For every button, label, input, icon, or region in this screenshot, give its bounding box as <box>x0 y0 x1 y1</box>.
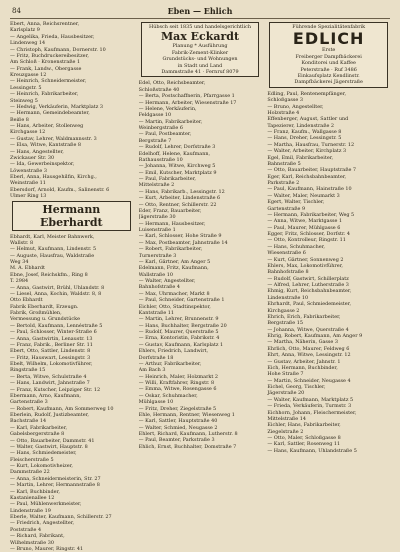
directory-entry: — Ida, Gewerbeinspektor, <box>10 161 133 167</box>
directory-entry: Weinstraße 11 <box>10 180 133 186</box>
directory-entry: Egert, Walter, Tischler, <box>267 199 390 205</box>
directory-entry: — Gustav, Lehrer, Waldmannsstr. 3 <box>10 136 133 142</box>
directory-entry: Lindenstraße 10 <box>267 295 390 301</box>
ad-line: Peterstraße · Ruf 3486 <box>272 67 385 73</box>
directory-entry: Ebert, Otto, Sattler, Lindenstr. 8 <box>10 348 133 354</box>
directory-entry: Lessingstr. 5 <box>10 85 133 91</box>
directory-entry: — Anna, Gastwirtin, Lenaustr. 13 <box>10 336 133 342</box>
directory-entry: Edelhoff, Helene, Kaufmann, <box>139 151 262 157</box>
ad-tagline: Führende Spezialitätenfabrik <box>272 24 385 30</box>
directory-entry: — Emil, Kutscher, Marktplatz 9 <box>139 170 262 176</box>
directory-entry: Eichler, Hans, Fabrikarbeiter, <box>267 422 390 428</box>
directory-entry: — Gustav, Kaufmann, Karlsplatz 1 <box>139 342 262 348</box>
directory-entry: Hohe Straße 7 <box>267 371 390 377</box>
directory-entry: — Walter, Angestellter, <box>139 278 262 284</box>
directory-entry: — Martha, Näherin, Gasse 3 <box>267 339 390 345</box>
directory-entry: Bachstraße 14 <box>10 418 133 424</box>
directory-entry: Kastanienallee 12 <box>10 495 133 501</box>
directory-entry: Eich, Hermann, Buchbinder, <box>267 365 390 371</box>
directory-entry: Kirchgasse 2 <box>267 308 390 314</box>
directory-entry: — Alfred, Lehrer, Lutherstraße 3 <box>267 282 390 288</box>
directory-entry: Ebersdorf, Arnold, Kaufm., Salinenstr. 6 <box>10 187 133 193</box>
directory-entry: — Franz, Kaufm., Wallgasse 8 <box>267 129 390 135</box>
ad-line: Dampfbäckerei Jägerstraße <box>272 79 385 85</box>
directory-entry: — Hans, Kaufmann, Uhlandstraße 5 <box>267 448 390 454</box>
directory-entry: Ehlert, Richard, Kaufmann, Lutherstr. 8 <box>139 431 262 437</box>
directory-entry: — Martha, Hausfrau, Turnerstr. 12 <box>267 142 390 148</box>
directory-entry: Eberle, Walter, Kaufmann, Schillerstr. 27 <box>10 514 133 520</box>
directory-entry: — Angelika, Frieda, Hausbesitzer, <box>10 34 133 40</box>
directory-entry: Ehrig, Robert, Kaufmann, Am Anger 9 <box>267 333 390 339</box>
directory-entry: — Paul, Postbeamter, <box>139 131 262 137</box>
directory-entry: Ehle, Hermann, Rentner, Wiesenweg 1 <box>139 412 262 418</box>
directory-entry: — Martin, Schneider, Neugasse 4 <box>267 378 390 384</box>
ad-line: Erste <box>272 47 385 53</box>
directory-entry: — Karl, Gärtner, Am Anger 5 <box>139 259 262 265</box>
ad-line: Freiberger Dampfbäckerei <box>272 54 385 60</box>
directory-entry: — Elsa, Witwe, Kantstraße 8 <box>10 142 133 148</box>
directory-entry: — Helmut, Kaufmann, Lindenstr. 5 <box>10 246 133 252</box>
ad-line: Fabrik-Zement-Klinker <box>144 50 257 56</box>
directory-entry: — Paul, Schlosser, Winter-Straße 6 <box>10 329 133 335</box>
directory-entry: — Rudolf, Maurer, Querstraße 5 <box>139 329 262 335</box>
directory-entry: — Kurt, Lokomotivheizer, <box>10 463 133 469</box>
directory-entry: Eberl, Anna, Hausgehilfin, Kirchg., <box>10 174 133 180</box>
directory-entry: — Paul, Beamter, Parkstraße 3 <box>139 437 262 443</box>
directory-entry: — Hans, Fabrikarb., Lessingstr. 12 <box>139 189 262 195</box>
directory-entry: — Auguste, Hausfrau, Waldstraße <box>10 253 133 259</box>
directory-entry: — Johanna, Witwe, Kirchweg 5 <box>139 163 262 169</box>
page-title: Eben — Ehlich <box>10 6 390 16</box>
ad-line: Grundstücks- und Wohnungen <box>144 56 257 62</box>
directory-entry: Edel, Otto, Reichsbeamter, <box>139 80 262 86</box>
directory-entry: Tapezierer, Lindenstraße 2 <box>267 123 390 129</box>
directory-entry: Wallstraße 10 <box>139 272 262 278</box>
directory-entry: Schloßstraße 40 <box>139 87 262 93</box>
directory-entry: Turnerstraße 3 <box>139 253 262 259</box>
directory-entry: — Rudolf, Lehrer, Dorfstraße 3 <box>139 144 262 150</box>
directory-entry: — Walter, Arbeiter, Kirchplatz 3 <box>267 148 390 154</box>
directory-entry: — Martin, Lehrer, Brunnenstr. 9 <box>139 316 262 322</box>
directory-entry: Ehrlich, Otto, Maurer, Feldweg 6 <box>267 346 390 352</box>
column-2 <box>139 21 262 552</box>
directory-entry: — Friedrich, Angestellter, <box>10 520 133 526</box>
directory-entry: Ebne, Josef, Reichskfm., Ring 8 <box>10 272 133 278</box>
directory-entry: Kantstraße 11 <box>139 310 262 316</box>
directory-entry: — Robert, Fabrikarbeiter, <box>139 246 262 252</box>
directory-entry: Gartenstraße 3 <box>10 399 133 405</box>
directory-entry: — Paul, Mühlenwerkmeister, <box>10 501 133 507</box>
directory-entry: — Kurt, Gärtner, Sonnenweg 2 <box>267 257 390 263</box>
directory-entry: Ehrhardt, Paul, Schmiedemeister, <box>267 301 390 307</box>
directory-entry: — Anna, Witwe, Marktgasse 1 <box>267 218 390 224</box>
directory-entry: — Hans, Schuhmacher, <box>267 244 390 250</box>
directory-entry: — Karl, Sattler, Hauptstraße 40 <box>139 418 262 424</box>
directory-entry: Holzstraße 4 <box>267 110 390 116</box>
directory-entry: — Gustav, Arbeiter, Jahnstr. 1 <box>267 359 390 365</box>
directory-entry: Lindenstraße 19 <box>10 508 133 514</box>
directory-entry: — Fritz, Buchdruckereibesitzer, <box>10 53 133 59</box>
directory-entry: Ehrich, Erich, Fabrikarbeiter, <box>267 314 390 320</box>
directory-entry: Zwickauer Str. 30 <box>10 155 133 161</box>
directory-entry: — Franz, Kutscher, Leipziger Str. 12 <box>10 387 133 393</box>
directory-entry: Fleischerstraße 5 <box>10 457 133 463</box>
directory-entry: — Walter, Schmied, Neugasse 2 <box>139 425 262 431</box>
entries-col2 <box>139 80 262 450</box>
directory-entry: Schloßgasse 3 <box>267 97 390 103</box>
directory-entry: — Karl, Sattler, Rosenweg 11 <box>267 441 390 447</box>
directory-entry: Ebert, Anna, Reichsrentner, <box>10 21 133 27</box>
directory-entry: Mittelstraße 2 <box>139 182 262 188</box>
directory-entry: Eichler, Otto, Stadtinspektor, <box>139 304 262 310</box>
ad-line: in Stadt und Land <box>144 63 257 69</box>
directory-entry: Steinweg 5 <box>10 98 133 104</box>
directory-entry: Ehlers, Friedrich, Landwirt, <box>139 348 262 354</box>
ad-line: Planung * Ausführung <box>144 43 257 49</box>
directory-entry: — Karl, Schlosser, Hohe Straße 9 <box>139 233 262 239</box>
directory-entry: Bergstraße 15 <box>267 320 390 326</box>
directory-entry: — Kurt, Arbeiter, Lindenstraße 6 <box>139 195 262 201</box>
directory-entry: — Rudolf, Gastwirt, Schillerplatz <box>267 276 390 282</box>
directory-entry: Ringstraße 15 <box>10 367 133 373</box>
directory-entry: — Hermann, Gemeindebeamter, <box>10 110 133 116</box>
directory-entry: — Heinrich, Schneidermeister, <box>10 78 133 84</box>
directory-entry: — Willi, Kraftfahrer, Ringstr. 8 <box>139 380 262 386</box>
directory-entry: Vermessung u. Grundstücke <box>10 316 133 322</box>
ad-line: Konditorei und Kaffee <box>272 60 385 66</box>
directory-entry: Gartenstraße 9 <box>267 206 390 212</box>
directory-entry: — Robert, Kaufmann, Am Sommerweg 10 <box>10 406 133 412</box>
directory-entry: Eichhorn, Johann, Fleischermeister, <box>267 410 390 416</box>
directory-entry: — Walter, Kaufmann, Marktplatz 5 <box>267 397 390 403</box>
directory-entry: — Paul, Fabrikarbeiter, <box>139 176 262 182</box>
directory-entry: Edelmann, Fritz, Kaufmann, <box>139 265 262 271</box>
directory-entry: — Hans, Buchhalter, Bergstraße 20 <box>139 323 262 329</box>
directory-entry: — Arthur, Fabrikarbeiter, <box>139 361 262 367</box>
directory-entry: — Frank, Landw., Obergasse <box>10 66 133 72</box>
directory-entry: — Karl, Fabrikarbeiter, <box>10 425 133 431</box>
directory-entry: — Richard, Fabrikant, <box>10 533 133 539</box>
directory-entry: Bahnstraße 5 <box>267 161 390 167</box>
directory-entry: — Christoph, Kaufmann, Dornerstr. 10 <box>10 47 133 53</box>
directory-entry: Gabelsbergerstraße 8 <box>10 431 133 437</box>
directory-entry: — Hedwig, Verkäuferin, Marktplatz 3 <box>10 104 133 110</box>
directory-entry: Bahnhofstraße 4 <box>139 284 262 290</box>
ad-name: Hermann Eberhardt <box>15 203 128 229</box>
directory-entry: Dammstraße 22 <box>10 469 133 475</box>
directory-entry: — Otto, Maler, Schloßgasse 8 <box>267 435 390 441</box>
directory-entry: — Max, Postbeamter, Jahnstraße 14 <box>139 240 262 246</box>
directory-entry: — Max, Uhrmacher, Markt 8 <box>139 291 262 297</box>
directory-entry: Ehrt, Anna, Witwe, Lessingstr. 12 <box>267 352 390 358</box>
directory-entry: — Hermann, Arbeiter, Wiesenstraße 17 <box>139 100 262 106</box>
directory-entry: — Franz, Fabrik., Berliner Str. 11 <box>10 342 133 348</box>
directory-entry: — Berta, Postschaffnerin, Pfarrgasse 1 <box>139 93 262 99</box>
directory-columns <box>10 21 390 552</box>
directory-entry: Fabrik, Großmühlen, <box>10 310 133 316</box>
directory-entry: — Martin, Lehrer, Hermannstraße 8 <box>10 482 133 488</box>
directory-entry: Mittelstraße 14 <box>267 416 390 422</box>
directory-entry: Eger, Karl, Reichsbahnbeamter, <box>267 174 390 180</box>
directory-entry: Weg 34 <box>10 259 133 265</box>
directory-entry: — Otto, Bauarbeiter, Dammstr. 41 <box>10 438 133 444</box>
directory-entry: Eichel, Georg, Tischler, <box>267 384 390 390</box>
directory-entry: — Karl, Buchbinder, <box>10 489 133 495</box>
directory-entry: — Otto, Kontrolleur, Ringstr. 11 <box>267 237 390 243</box>
directory-entry: T. 2984 <box>10 278 133 284</box>
directory-entry: — Frieda, Verkäuferin, Turmstr. 3 <box>267 403 390 409</box>
directory-entry: — Walter, Gastwirt, Hauptstr. 8 <box>10 444 133 450</box>
advertisement-edlich <box>269 22 388 88</box>
directory-entry: — Hans, Landwirt, Jahnstraße 7 <box>10 380 133 386</box>
ad-name: EDLICH <box>272 30 385 47</box>
directory-entry: — Paul, Schneider, Gartenstraße 1 <box>139 297 262 303</box>
ad-line: Einkaufsplatz Kendlinstr. <box>272 73 385 79</box>
directory-entry: — Otto, Bauarbeiter, Hauptstraße 7 <box>267 167 390 173</box>
directory-entry: Ehlers, Max, Lokomotivführer, <box>267 263 390 269</box>
directory-entry: Beiße 8 <box>10 117 133 123</box>
column-1 <box>10 21 133 552</box>
directory-entry: Eder, Franz, Bauarbeiter, <box>139 208 262 214</box>
ad-line: Dammstraße 41 · Fernruf 8079 <box>144 69 257 75</box>
entries-col1-a <box>10 21 133 200</box>
directory-entry: Poststraße 4 <box>10 527 133 533</box>
directory-entry: — Fritz, Hauswart, Lessingstr. 3 <box>10 355 133 361</box>
directory-entry: — Paul, Kaufmann, Hainstraße 10 <box>267 186 390 192</box>
directory-entry: — Berta, Witwe, Schulstraße 4 <box>10 374 133 380</box>
directory-entry: — Heinrich, Fabrikarbeiter, <box>10 91 133 97</box>
directory-entry: Otto Ebhardt <box>10 297 133 303</box>
directory-entry: — Hans, Schmiedemeister, <box>10 450 133 456</box>
directory-entry: Rathausstraße 10 <box>139 157 262 163</box>
directory-entry: — Hans, Angestellter, <box>10 149 133 155</box>
directory-entry: Karlsplatz 9 <box>10 27 133 33</box>
advertisement-max-eckardt <box>141 22 260 77</box>
directory-entry: Ehlich, Ernst, Buchhalter, Domstraße 7 <box>139 444 262 450</box>
page-header <box>10 6 390 19</box>
directory-entry: — Martin, Fabrikarbeiter, <box>139 119 262 125</box>
directory-entry: Eberlein, Rudolf, Justizbeamter, <box>10 412 133 418</box>
entries-col1-b <box>10 234 133 552</box>
directory-entry: — Erna, Kontoristin, Fabrikstr. 4 <box>139 335 262 341</box>
directory-entry: Egger, Fritz, Schlosser, Dorfstr. 4 <box>267 231 390 237</box>
directory-entry: — Emma, Witwe, Rosengasse 6 <box>139 386 262 392</box>
directory-entry: Am Bach 3 <box>139 367 262 373</box>
directory-entry: Wallstr. 8 <box>10 240 133 246</box>
directory-entry: Mühlgasse 10 <box>139 399 262 405</box>
directory-entry: — Oskar, Schuhmacher, <box>139 393 262 399</box>
directory-entry: — Paul, Maurer, Mühlgasse 6 <box>267 225 390 231</box>
directory-entry: Parkstraße 2 <box>267 180 390 186</box>
directory-entry: Wiesenstraße 6 <box>267 250 390 256</box>
directory-entry: — Fritz, Dreher, Ziegelstraße 5 <box>139 406 262 412</box>
directory-entry: — Heinrich, Maler, Holzmarkt 2 <box>139 374 262 380</box>
directory-entry: Wilhelmstraße 30 <box>10 540 133 546</box>
directory-entry: Bahnhofstraße 8 <box>267 269 390 275</box>
directory-entry: — Bruno, Angestellter, <box>267 104 390 110</box>
ad-name: Max Eckardt <box>144 30 257 43</box>
directory-entry: — Anna, Gastwirt, Brühl, Uhlandstr. 8 <box>10 285 133 291</box>
directory-entry: Ziegelstraße 2 <box>267 429 390 435</box>
directory-entry: M. A. Ebhardt <box>10 265 133 271</box>
directory-entry: Bergstraße 7 <box>139 138 262 144</box>
directory-entry: — Otto, Rentner, Schillerstr. 22 <box>139 202 262 208</box>
directory-entry: Ehmig, Kurt, Reichsbahnbeamter, <box>267 288 390 294</box>
directory-entry: — Johanna, Witwe, Querstraße 4 <box>267 327 390 333</box>
directory-entry: — Bruno, Maurer, Ringstr. 41 <box>10 546 133 552</box>
directory-entry: — Bertold, Kaufmann, Lennéstraße 5 <box>10 323 133 329</box>
directory-entry: Kirchgasse 12 <box>10 129 133 135</box>
directory-entry: Edling, Paul, Rentenempfänger, <box>267 91 390 97</box>
directory-entry: Luisenstraße 1 <box>139 227 262 233</box>
directory-entry: Fabrik Eberhardt, Erzeugn. <box>10 304 133 310</box>
directory-entry: Dorfstraße 18 <box>139 355 262 361</box>
directory-entry: — Hermann, Fabrikarbeiter, Weg 5 <box>267 212 390 218</box>
directory-entry: Lindenweg 14 <box>10 40 133 46</box>
directory-entry: Egel, Emil, Fabrikarbeiter, <box>267 155 390 161</box>
directory-entry: Jägerstraße 20 <box>267 390 390 396</box>
page-number: 84 <box>12 7 21 15</box>
directory-entry: Am Schloß · Kronenstraße 1 <box>10 59 133 65</box>
directory-entry: — Walter, Maler, Neumarkt 3 <box>267 193 390 199</box>
directory-entry: Feldgasse 10 <box>139 112 262 118</box>
directory-entry: — Hans, Arbeiter, Stollenweg <box>10 123 133 129</box>
directory-entry: Jägerstraße 30 <box>139 214 262 220</box>
directory-entry: — Helene, Verkäuferin, <box>139 106 262 112</box>
directory-entry: Ebermann, Arno, Kaufmann, <box>10 393 133 399</box>
directory-entry: Löwenstraße 3 <box>10 168 133 174</box>
column-3 <box>267 21 390 552</box>
directory-entry: Kreuzgasse 12 <box>10 72 133 78</box>
directory-entry: Weinbergstraße 6 <box>139 125 262 131</box>
directory-entry: Effenberger, August, Sattler und <box>267 116 390 122</box>
ad-tagline: Hübsch seit 1835 und handelsgerichtlich <box>144 24 257 30</box>
advertisement-hermann-eberhardt <box>12 201 131 231</box>
directory-entry: Ebhardt, Karl, Meister Bahnwerk, <box>10 234 133 240</box>
directory-entry: — Hans, Dreher, Lessingstr. 5 <box>267 135 390 141</box>
directory-entry: — Anna, Schneidermeisterin, Str. 27 <box>10 476 133 482</box>
entries-col3 <box>267 91 390 454</box>
directory-entry: — Liesel, Anna, Kochin, Waldstr. 8, 8 <box>10 291 133 297</box>
directory-entry: Ebelt, Wilhelm, Lokomotivführer, <box>10 361 133 367</box>
directory-entry: — Hermann, Hausbesitzer, <box>139 221 262 227</box>
directory-entry: Ulmer Ring 13 <box>10 193 133 199</box>
